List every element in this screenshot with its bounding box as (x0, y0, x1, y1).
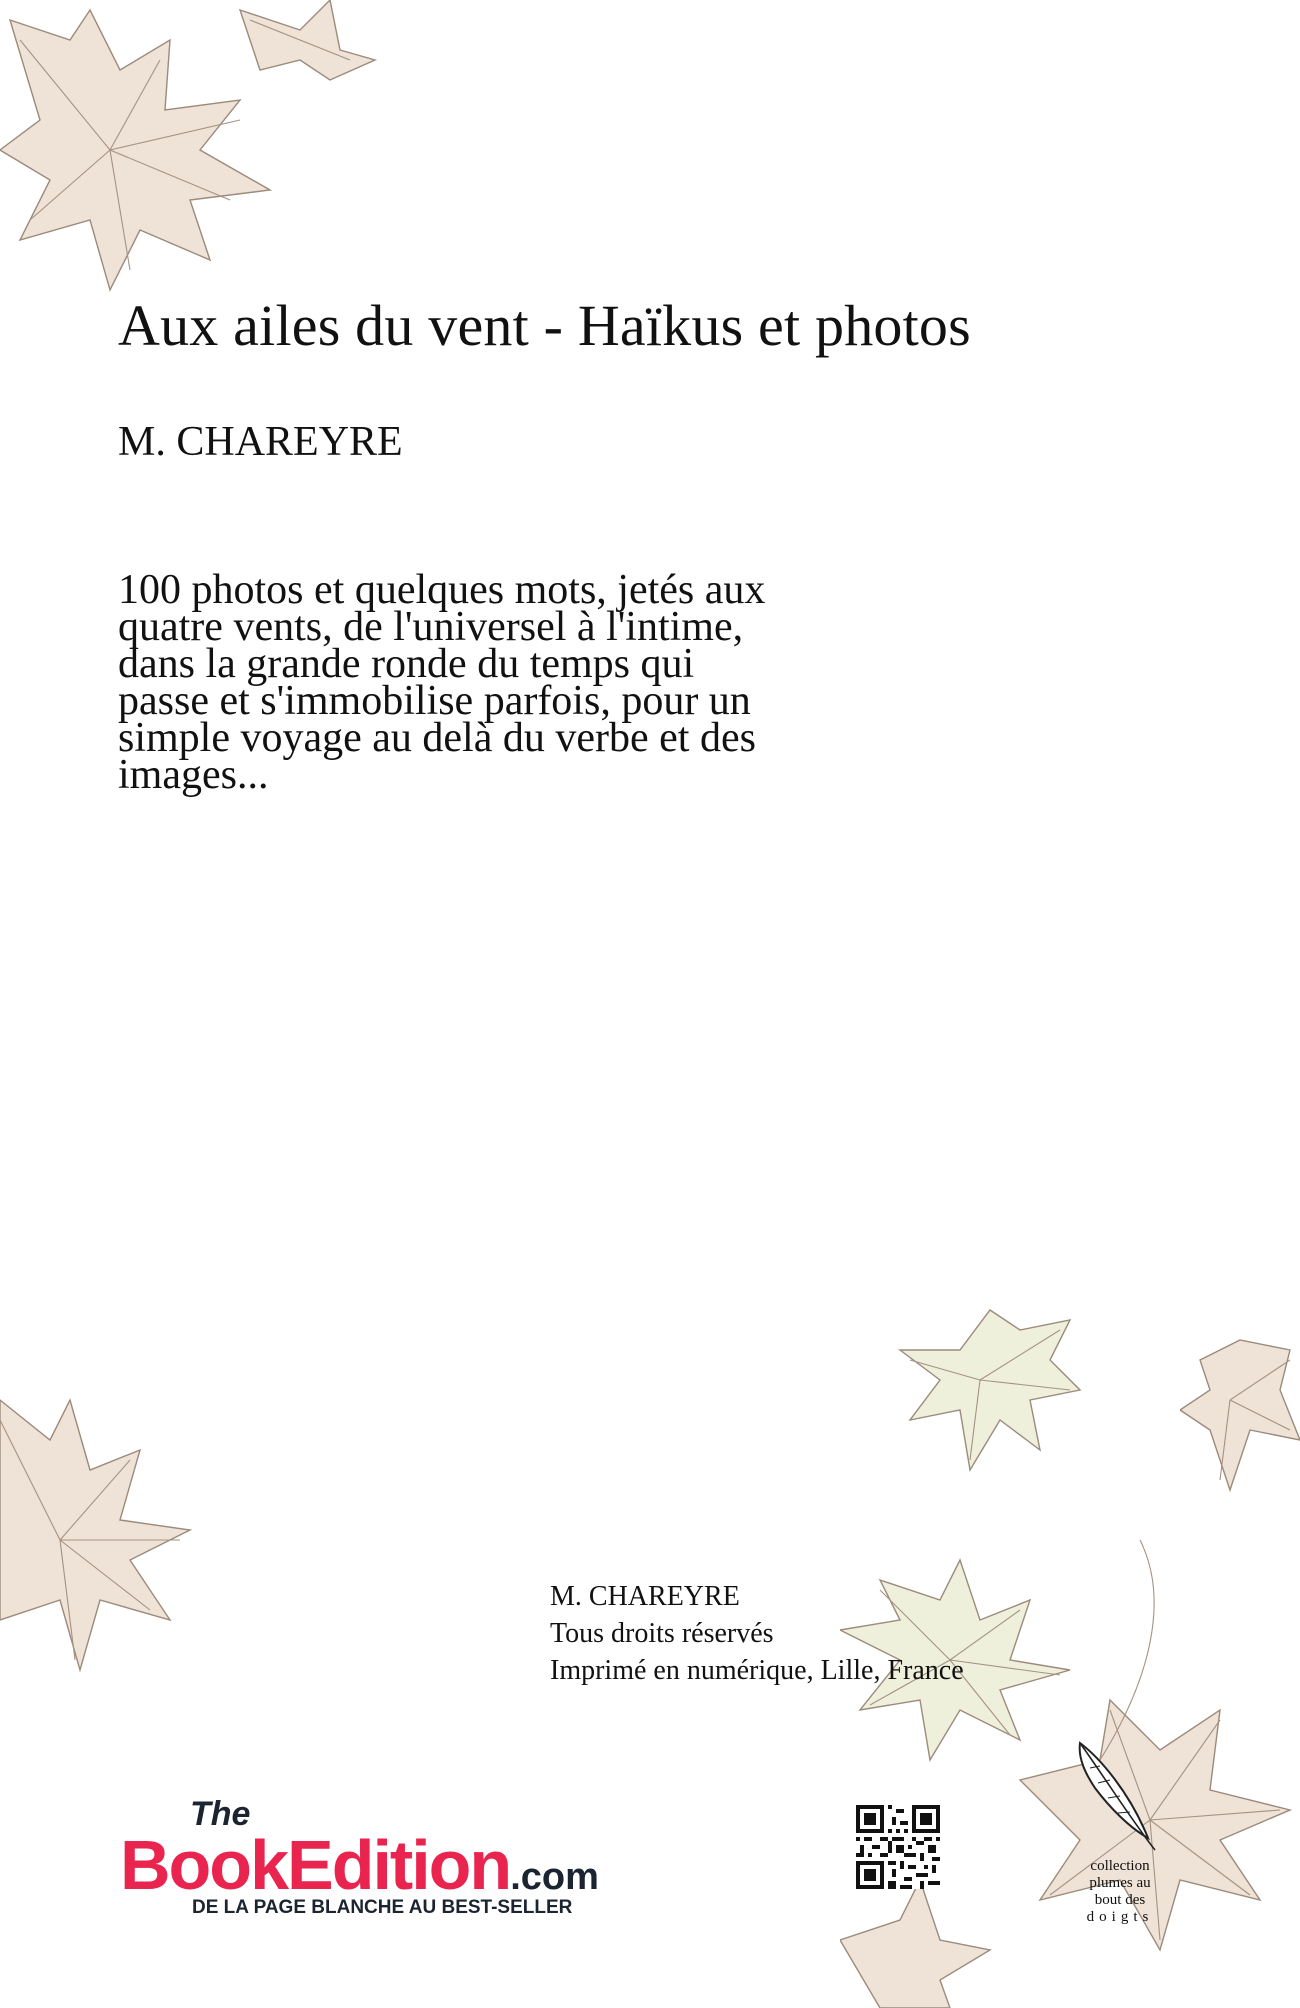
collection-label (1040, 1858, 1200, 1926)
logo-the: The (190, 1795, 251, 1833)
feather-icon (1060, 1738, 1170, 1853)
qr-code-icon (856, 1805, 940, 1889)
blurb-line: simple voyage au delà du verbe et des (118, 715, 756, 761)
collection-line: collection (1090, 1858, 1150, 1874)
logo-wordmark (120, 1825, 599, 1905)
book-title: Aux ailes du vent - Haïkus et photos (118, 293, 971, 358)
blurb-line: 100 photos et quelques mots, jetés aux (118, 567, 766, 613)
book-author: M. CHAREYRE (118, 419, 403, 465)
colophon (550, 1578, 964, 1689)
maple-leaf-icon (0, 1380, 240, 1680)
collection-line: bout des (1094, 1892, 1146, 1908)
blurb-line: images... (118, 752, 269, 798)
colophon-printing: Imprimé en numérique, Lille, France (550, 1655, 964, 1686)
colophon-author: M. CHAREYRE (550, 1581, 740, 1612)
blurb-line: dans la grande ronde du temps qui (118, 641, 695, 687)
logo-suffix: .com (510, 1856, 599, 1898)
logo-name: BookEdition (120, 1826, 511, 1904)
maple-leaf-icon (1180, 1320, 1300, 1500)
collection-mark (1040, 1738, 1200, 1938)
maple-leaf-icon (890, 1290, 1090, 1490)
blurb-line: passe et s'immobilise parfois, pour un (118, 678, 751, 724)
logo-tagline: DE LA PAGE BLANCHE AU BEST-SELLER (192, 1897, 573, 1918)
maple-leaf-icon (0, 0, 380, 320)
book-blurb (118, 567, 998, 798)
blurb-line: quatre vents, de l'universel à l'intime, (118, 604, 744, 650)
collection-line: doigts (1086, 1909, 1154, 1925)
publisher-logo (120, 1795, 720, 1925)
collection-line: plumes au (1089, 1875, 1151, 1891)
colophon-rights: Tous droits réservés (550, 1618, 774, 1649)
